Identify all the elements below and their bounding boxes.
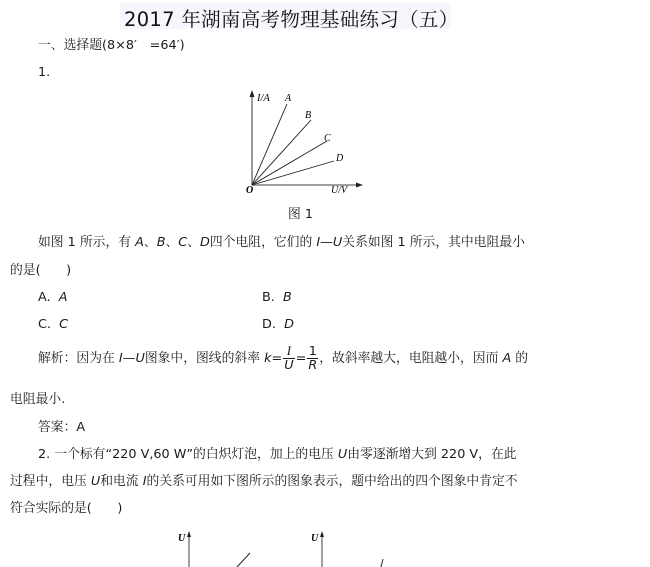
- analysis-text: 解析：因为在: [38, 351, 119, 366]
- stem-sep: 、: [187, 235, 201, 250]
- q2-text: 由零逐渐增大到 220 V，在此: [347, 447, 517, 462]
- fraction-denominator: U: [284, 358, 294, 373]
- y-axis-label: U: [311, 533, 319, 544]
- analysis-dash: —: [122, 351, 136, 366]
- q2-graph-1: [170, 527, 270, 567]
- stem-var-a: A: [135, 235, 144, 250]
- option-letter: A.: [38, 290, 51, 305]
- analysis-var-u: U: [135, 351, 145, 366]
- question-1-stem-line-2: 的是( ): [10, 263, 72, 278]
- origin-label: O: [246, 185, 254, 196]
- figure-1-iu-graph: [235, 88, 370, 198]
- option-c[interactable]: [38, 317, 68, 333]
- stem-var-b: B: [156, 235, 166, 250]
- line-b: [252, 120, 311, 185]
- fraction-denominator: R: [308, 358, 318, 373]
- q2-text: 2. 一个标有“220 V,60 W”的白炽灯泡，加上的电压: [38, 447, 338, 462]
- analysis-var-a: A: [502, 351, 512, 366]
- stem-var-d: D: [200, 235, 210, 250]
- option-value: A: [58, 290, 68, 305]
- stem-text: 四个电阻，它们的: [209, 235, 317, 250]
- option-letter: C.: [38, 317, 52, 332]
- y-axis-arrow-icon: [320, 531, 324, 537]
- question-2-line-2: [10, 474, 518, 490]
- figure-1-caption: 图 1: [288, 207, 314, 222]
- q2-var-i: I: [142, 474, 147, 489]
- x-axis-label: U/V: [331, 185, 348, 196]
- stem-var-c: C: [178, 235, 188, 250]
- section-heading: 一、选择题(8×8′ =64′): [38, 38, 185, 53]
- option-value: B: [283, 290, 292, 305]
- analysis-text: 图象中，图线的斜率: [144, 351, 265, 366]
- line-a: [252, 104, 287, 185]
- answer: 答案：A: [38, 420, 86, 435]
- q2-graph-2: [300, 527, 400, 567]
- equals-sign: =: [295, 351, 307, 366]
- option-letter: D.: [262, 317, 276, 332]
- y-axis-label: I/A: [257, 93, 270, 104]
- y-axis-arrow-icon: [250, 90, 255, 97]
- label-a: A: [285, 93, 292, 104]
- q2-var-u: U: [337, 447, 348, 462]
- q2-text: 的关系可用如下图所示的图象表示，题中给出的四个图象中肯定不: [146, 474, 518, 489]
- analysis-text: 的: [511, 351, 529, 366]
- line-c: [252, 141, 327, 185]
- question-2-line-1: [38, 447, 517, 463]
- analysis-var-k: k: [264, 351, 272, 366]
- equals-sign: =: [271, 351, 283, 366]
- stem-var-u: U: [332, 235, 343, 250]
- option-letter: B.: [262, 290, 275, 305]
- graph-line: [381, 559, 383, 567]
- stem-sep: 、: [143, 235, 157, 250]
- option-value: C: [59, 317, 69, 332]
- line-d: [252, 161, 334, 185]
- option-b[interactable]: [262, 290, 292, 306]
- label-c: C: [324, 133, 331, 144]
- option-d[interactable]: [262, 317, 294, 333]
- analysis-line-1: [38, 344, 528, 374]
- q2-text: 过程中，电压: [10, 474, 91, 489]
- label-d: D: [336, 153, 344, 164]
- y-axis-arrow-icon: [187, 531, 191, 537]
- stem-var-i: I: [316, 235, 321, 250]
- analysis-text: ，故斜率越大，电阻越小，因而: [319, 351, 503, 366]
- question-2-line-3: 符合实际的是( ): [10, 501, 123, 516]
- stem-sep: 、: [165, 235, 179, 250]
- analysis-line-2: 电阻最小.: [10, 392, 66, 407]
- x-axis-arrow-icon: [356, 183, 363, 188]
- question-1-stem-line-1: [38, 235, 525, 251]
- question-1-number: 1.: [38, 65, 51, 80]
- label-b: B: [305, 110, 312, 121]
- q2-var-u: U: [90, 474, 101, 489]
- fraction-numerator: 1: [308, 344, 317, 359]
- page-title: 2017 年湖南高考物理基础练习（五）: [124, 8, 459, 31]
- analysis-var-i: I: [118, 351, 123, 366]
- fraction-numerator: I: [283, 345, 294, 359]
- y-axis-label: U: [178, 533, 186, 544]
- fraction-i-over-u: [283, 345, 294, 372]
- option-a[interactable]: [38, 290, 68, 306]
- stem-text: 关系如图 1 所示，其中电阻最小: [342, 235, 525, 250]
- graph-line: [237, 553, 250, 567]
- option-value: D: [284, 317, 294, 332]
- stem-dash: —: [320, 235, 333, 250]
- q2-text: 和电流: [100, 474, 143, 489]
- fraction-1-over-r: [307, 345, 318, 372]
- stem-text: 如图 1 所示，有: [38, 235, 136, 250]
